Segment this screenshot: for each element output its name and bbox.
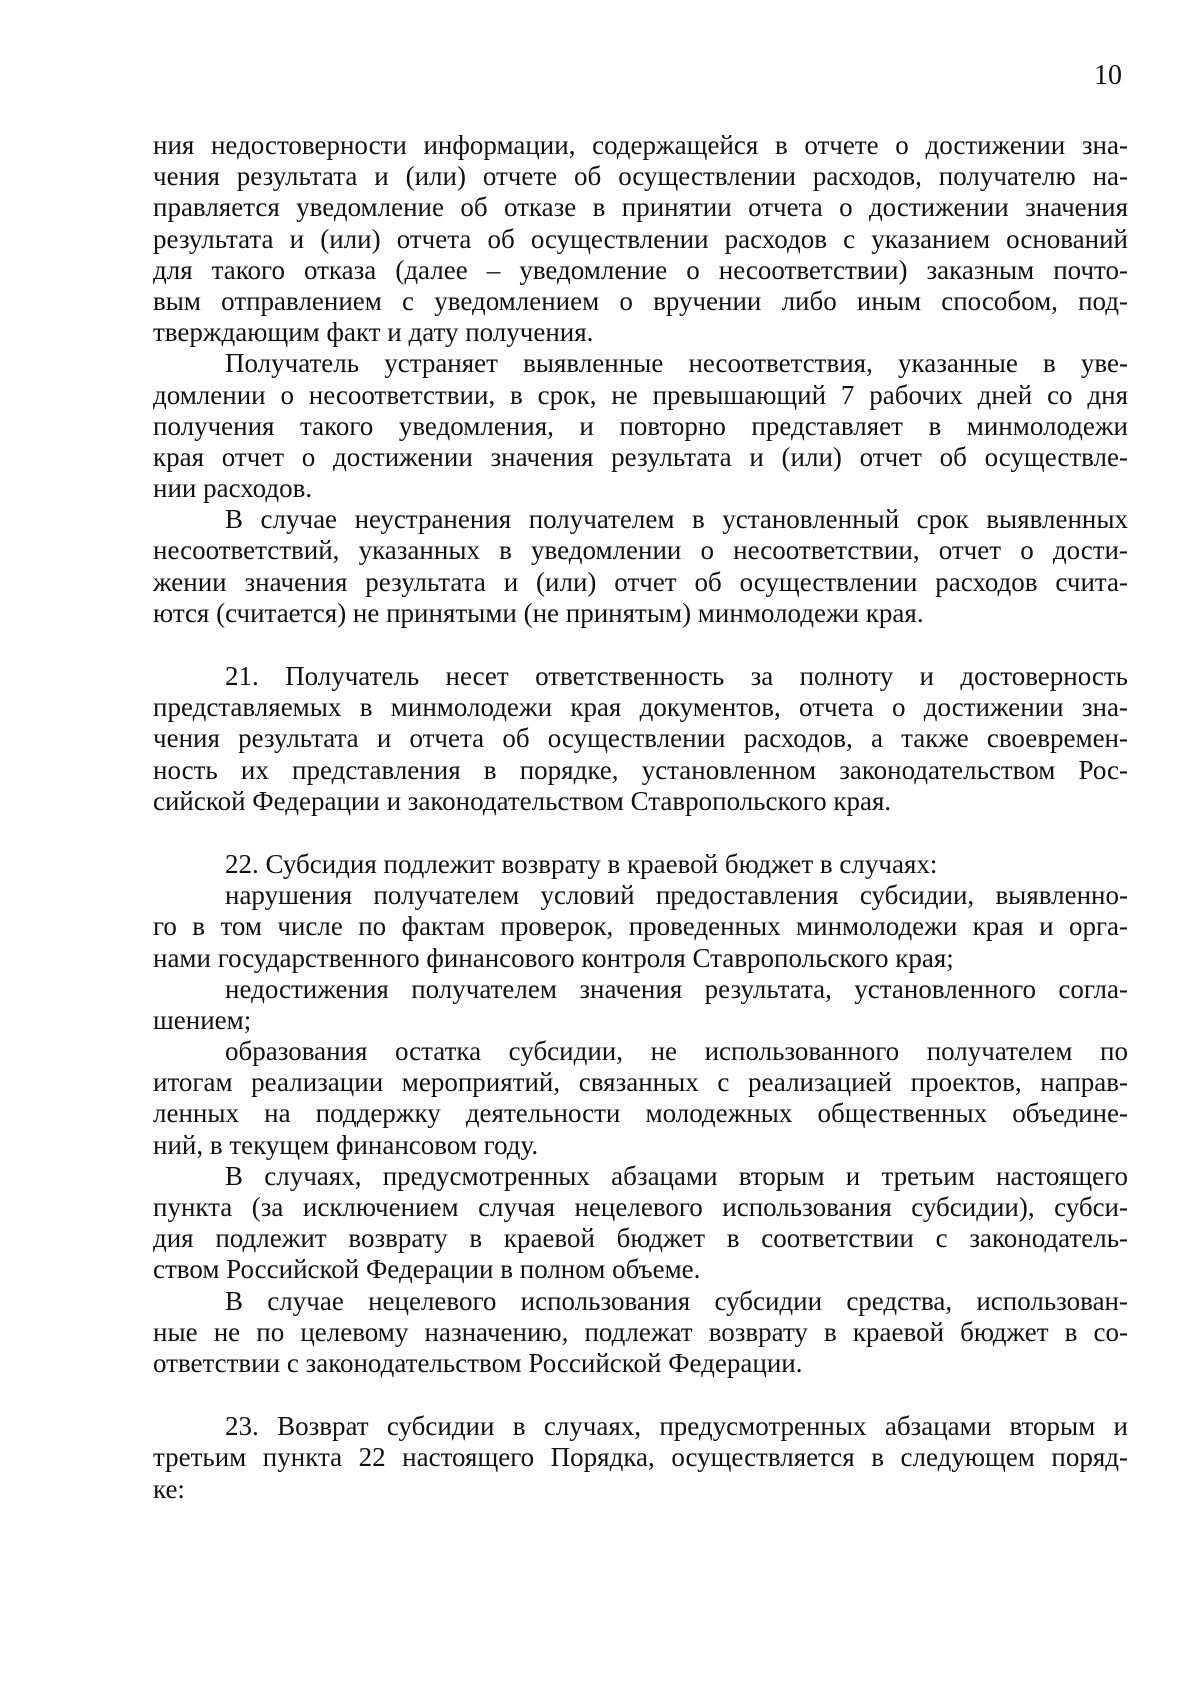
text-line: ные не по целевому назначению, подлежат возврату в краевой бюджет в со- [153,1316,1128,1347]
item-22-first-line: 22. Субсидия подлежит возврату в краевой бюджет в случаях: [225,848,938,879]
section-gap [153,629,1128,661]
paragraph-first-line: образования остатка субсидии, не использованного получателем по [225,1036,1128,1067]
text-line: третьим пункта 22 настоящего Порядка, осуществляется в следующем поряд- [153,1442,1128,1473]
paragraph-first-line: В случае неустранения получателем в установленный срок выявленных [225,504,1128,535]
section-gap [153,817,1128,849]
paragraph-first-line: Получатель устраняет выявленные несоответствия, указанные в уве- [225,348,1128,379]
paragraph-first-line: В случае нецелевого использования субсидии средства, использован- [225,1285,1128,1316]
text-line: представляемых в минмолодежи края документов, отчета о достижении зна- [153,692,1128,723]
text-line: нами государственного финансового контроля Ставропольского края; [153,942,954,973]
document-body [153,130,1128,1505]
text-line: ний, в текущем финансовом году. [153,1129,539,1160]
text-line: пункта (за исключением случая нецелевого использования субсидии), субси- [153,1192,1128,1222]
text-line: чения результата и отчета об осуществлении расходов, а также своевремен- [153,723,1128,754]
text-line: получения такого уведомления, и повторно представляет в минмолодежи [153,410,1128,441]
text-line: шением; [153,1004,252,1035]
text-line: итогам реализации мероприятий, связанных с реализацией проектов, направ- [153,1067,1128,1098]
text-line: правляется уведомление об отказе в принятии отчета о достижении значения [153,192,1128,223]
text-line: ния недостоверности информации, содержащейся в отчете о достижении зна- [153,130,1128,160]
text-line: ются (считается) не принятыми (не принятым) минмолодежи края. [153,597,924,628]
text-line: ответствии с законодательством Российской Федерации. [153,1347,803,1378]
text-line: ке: [153,1473,185,1504]
text-line: домлении о несоответствии, в срок, не превышающий 7 рабочих дней со дня [153,379,1128,410]
paragraph-first-line: В случаях, предусмотренных абзацами вторым и третьим настоящего [225,1160,1128,1191]
section-gap [153,1379,1128,1411]
text-line: сийской Федерации и законодательством Ставропольского края. [153,785,892,816]
text-line: ность их представления в порядке, установленном законодательством Рос- [153,754,1128,785]
text-line: ленных на поддержку деятельности молодежных общественных объедине- [153,1098,1128,1129]
paragraph-first-line: недостижения получателем значения результата, установленного согла- [225,973,1128,1004]
item-21-first-line: 21. Получатель несет ответственность за полноту и достоверность [225,661,1128,691]
item-23-first-line: 23. Возврат субсидии в случаях, предусмотренных абзацами вторым и [225,1411,1128,1442]
text-line: дия подлежит возврату в краевой бюджет в соответствии с законодатель- [153,1223,1128,1254]
page-number: 10 [1094,60,1122,91]
text-line: результата и (или) отчета об осуществлении расходов с указанием оснований [153,223,1128,254]
text-line: ством Российской Федерации в полном объеме. [153,1254,701,1285]
text-line: жении значения результата и (или) отчет об осуществлении расходов счита- [153,566,1128,597]
text-line: для такого отказа (далее – уведомление о несоответствии) заказным почто- [153,254,1128,285]
paragraph-first-line: нарушения получателем условий предоставления субсидии, выявленно- [225,880,1128,911]
text-line: го в том числе по фактам проверок, проведенных минмолодежи края и орга- [153,911,1128,942]
text-line: несоответствий, указанных в уведомлении о несоответствии, отчет о дости- [153,535,1128,566]
text-line: тверждающим факт и дату получения. [153,317,594,348]
text-line: чения результата и (или) отчете об осуществлении расходов, получателю на- [153,161,1128,192]
text-line: вым отправлением с уведомлением о вручении либо иным способом, под- [153,285,1128,316]
text-line: нии расходов. [153,473,313,504]
text-line: края отчет о достижении значения результата и (или) отчет об осуществле- [153,441,1128,472]
